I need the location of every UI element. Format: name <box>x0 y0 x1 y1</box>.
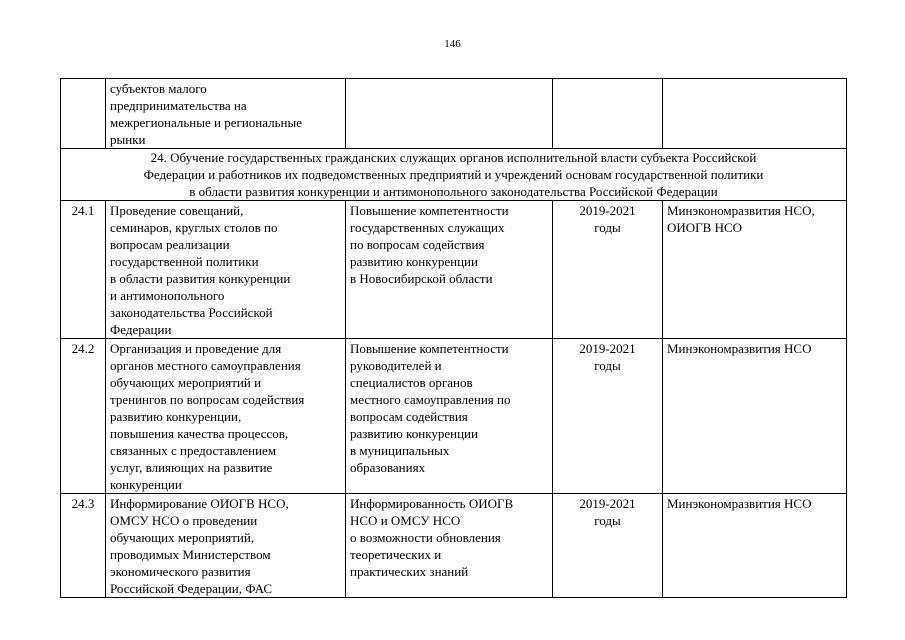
measure-name-cell: Информирование ОИОГВ НСО, ОМСУ НСО о проведении обучающих мероприятий, проводимых Министерством экономического развития Российской Федерации, ФАС <box>106 494 346 598</box>
measure-name-cell: Организация и проведение для органов местного самоуправления обучающих мероприятий и тренингов по вопросам содействия развитию конкуренции, повышения качества процессов, связанных с предоставлением услуг, влияющих на развитие конкуренции <box>106 339 346 494</box>
section-header-row <box>61 149 847 201</box>
expected-result-cell: Повышение компетентности руководителей и специалистов органов местного самоуправления по вопросам содействия развитию конкуренции в муниципальных образованиях <box>346 339 553 494</box>
period-cell <box>553 79 663 149</box>
section-title: 24. Обучение государственных гражданских служащих органов исполнительной власти субъекта Российской Федерации и работников их подведомственных предприятий и учреждений основам государственной политики в области развития конкуренции и антимонопольного законодательства Российской Федерации <box>61 149 847 201</box>
table-row <box>61 339 847 494</box>
measure-name-cell: субъектов малого предпринимательства на межрегиональные и региональные рынки <box>106 79 346 149</box>
responsible-cell: Минэкономразвития НСО <box>663 339 847 494</box>
row-number-cell: 24.1 <box>61 201 106 339</box>
responsible-cell: Минэкономразвития НСО, ОИОГВ НСО <box>663 201 847 339</box>
expected-result-cell: Информированность ОИОГВ НСО и ОМСУ НСО о возможности обновления теоретических и практических знаний <box>346 494 553 598</box>
table-row <box>61 201 847 339</box>
measures-table <box>60 78 847 598</box>
period-cell: 2019-2021 годы <box>553 201 663 339</box>
period-cell: 2019-2021 годы <box>553 339 663 494</box>
row-number-cell: 24.2 <box>61 339 106 494</box>
expected-result-cell: Повышение компетентности государственных служащих по вопросам содействия развитию конкуренции в Новосибирской области <box>346 201 553 339</box>
page-number: 146 <box>444 38 461 50</box>
row-number-cell <box>61 79 106 149</box>
row-number-cell: 24.3 <box>61 494 106 598</box>
expected-result-cell <box>346 79 553 149</box>
responsible-cell <box>663 79 847 149</box>
table-row-continuation <box>61 79 847 149</box>
period-cell: 2019-2021 годы <box>553 494 663 598</box>
responsible-cell: Минэкономразвития НСО <box>663 494 847 598</box>
measure-name-cell: Проведение совещаний, семинаров, круглых столов по вопросам реализации государственной политики в области развития конкуренции и антимонопольного законодательства Российской Федерации <box>106 201 346 339</box>
table-row <box>61 494 847 598</box>
